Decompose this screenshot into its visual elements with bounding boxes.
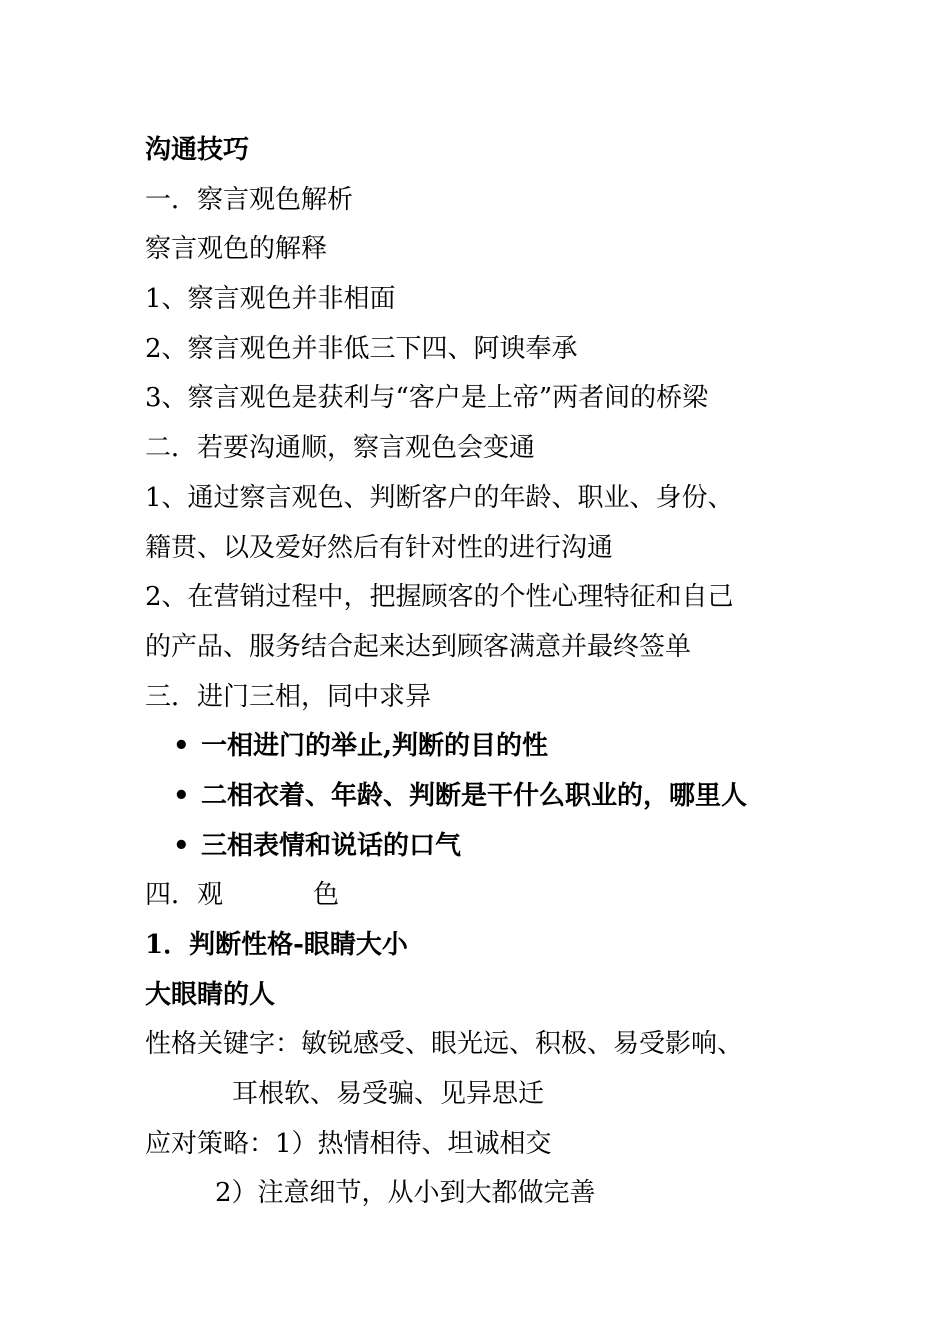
section3-heading: 三．进门三相，同中求异 (145, 681, 432, 712)
section1-heading: 一．察言观色解析 (145, 184, 354, 215)
section1-item: 2、察言观色并非低三下四、阿谀奉承 (145, 333, 578, 364)
section1-item: 1、察言观色并非相面 (145, 284, 396, 315)
bullet-text: 三相表情和说话的口气 (201, 830, 462, 861)
section1-item: 3、察言观色是获利与“客户是上帝”两者间的桥梁 (145, 383, 709, 414)
bullet-icon: • (173, 830, 190, 861)
section1-subheading: 察言观色的解释 (145, 234, 328, 265)
traits-line1: 性格关键字：敏锐感受、眼光远、积极、易受影响、 (145, 1029, 744, 1060)
strategy-line1: 应对策略：1）热情相待、坦诚相交 (145, 1128, 552, 1159)
document-body (145, 126, 845, 1219)
bullet-item (145, 722, 845, 772)
section4-heading-suffix: 色 (313, 880, 340, 911)
section2-item2-line2: 的产品、服务结合起来达到顾客满意并最终签单 (145, 631, 692, 662)
section4-subheading: 1．判断性格-眼睛大小 (145, 930, 408, 960)
bullet-text: 二相衣着、年龄、判断是干什么职业的，哪里人 (201, 780, 748, 811)
strategy-line2: 2）注意细节，从小到大都做完善 (215, 1178, 596, 1209)
bullet-item (145, 772, 845, 822)
section4-subheading-2: 大眼睛的人 (145, 979, 276, 1010)
section2-heading: 二．若要沟通顺，察言观色会变通 (145, 433, 536, 464)
bullet-item (145, 822, 845, 872)
section2-item1-line2: 籍贯、以及爱好然后有针对性的进行沟通 (145, 532, 614, 563)
traits-line2: 耳根软、易受骗、见异思迁 (232, 1079, 545, 1110)
section2-item1-line1: 1、通过察言观色、判断客户的年龄、职业、身份、 (145, 482, 734, 513)
section2-item2-line1: 2、在营销过程中，把握顾客的个性心理特征和自己 (145, 582, 734, 613)
bullet-text: 一相进门的举止,判断的目的性 (201, 731, 549, 762)
document-title: 沟通技巧 (145, 135, 250, 165)
bullet-icon: • (173, 780, 190, 811)
bullet-icon: • (173, 731, 190, 762)
section4-heading-prefix: 四．观 (145, 880, 224, 911)
section4-heading (145, 871, 845, 921)
